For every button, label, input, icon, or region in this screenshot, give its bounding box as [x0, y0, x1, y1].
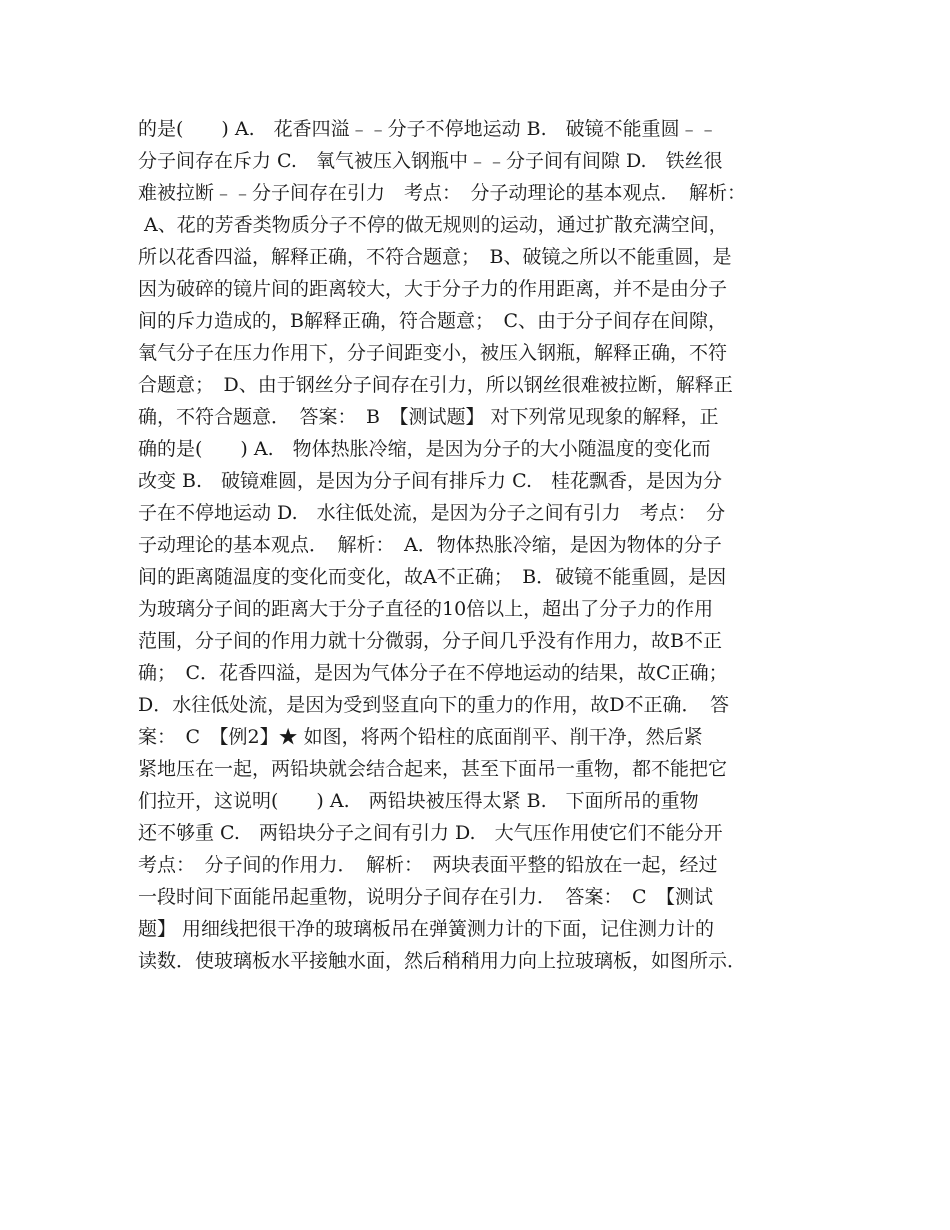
document-body [138, 113, 828, 977]
text-line: 题】 用细线把很干净的玻璃板吊在弹簧测力计的下面，记住测力计的 [138, 918, 715, 940]
text-line: 确的是( ) A. 物体热胀冷缩，是因为分子的大小随温度的变化而 [138, 438, 711, 460]
text-line: 一段时间下面能吊起重物，说明分子间存在引力． 答案： C 【测试 [138, 886, 714, 908]
text-line: 分子间存在斥力 C. 氧气被压入钢瓶中﹣﹣分子间有间隙 D. 铁丝很 [138, 150, 723, 172]
text-line: 的是( ) A. 花香四溢﹣﹣分子不停地运动 B. 破镜不能重圆﹣﹣ [138, 118, 718, 140]
text-line: 考点： 分子间的作用力． 解析： 两块表面平整的铅放在一起，经过 [138, 854, 718, 876]
text-line: 因为破碎的镜片间的距离较大，大于分子力的作用距离，并不是由分子 [138, 278, 728, 300]
text-line: 们拉开，这说明( ) A. 两铅块被压得太紧 B. 下面所吊的重物 [138, 790, 699, 812]
text-line: 紧地压在一起，两铅块就会结合起来，甚至下面吊一重物，都不能把它 [138, 758, 728, 780]
text-line: A、花的芳香类物质分子不停的做无规则的运动，通过扩散充满空间， [138, 214, 728, 236]
text-line: 间的斥力造成的，B解释正确，符合题意； C、由于分子间存在间隙， [138, 310, 728, 332]
text-line: 氧气分子在压力作用下，分子间距变小，被压入钢瓶，解释正确，不符 [138, 342, 728, 364]
text-line: 读数．使玻璃板水平接触水面，然后稍稍用力向上拉玻璃板，如图所示． [138, 950, 747, 972]
text-line: 难被拉断﹣﹣分子间存在引力 考点： 分子动理论的基本观点． 解析： [138, 182, 747, 204]
text-line: D．水往低处流，是因为受到竖直向下的重力的作用，故D不正确． 答 [138, 694, 729, 716]
text-line: 案： C 【例2】★ 如图，将两个铅柱的底面削平、削干净，然后紧 [138, 726, 703, 748]
text-line: 所以花香四溢，解释正确，不符合题意； B、破镜之所以不能重圆，是 [138, 246, 732, 268]
text-line: 合题意； D、由于钢丝分子间存在引力，所以钢丝很难被拉断，解释正 [138, 374, 733, 396]
text-line: 确，不符合题意． 答案： B 【测试题】 对下列常见现象的解释，正 [138, 406, 719, 428]
text-line: 子动理论的基本观点． 解析： A．物体热胀冷缩，是因为物体的分子 [138, 534, 722, 556]
text-line: 还不够重 C. 两铅块分子之间有引力 D. 大气压作用使它们不能分开 [138, 822, 723, 844]
text-line: 子在不停地运动 D. 水往低处流，是因为分子之间有引力 考点： 分 [138, 502, 726, 524]
text-line: 确； C．花香四溢，是因为气体分子在不停地运动的结果，故C正确； [138, 662, 728, 684]
text-line: 范围，分子间的作用力就十分微弱，分子间几乎没有作用力，故B不正 [138, 630, 722, 652]
text-line: 为玻璃分子间的距离大于分子直径的10倍以上，超出了分子力的作用 [138, 598, 714, 620]
text-line: 改变 B. 破镜难圆，是因为分子间有排斥力 C. 桂花飘香，是因为分 [138, 470, 722, 492]
text-line: 间的距离随温度的变化而变化，故A不正确； B．破镜不能重圆，是因 [138, 566, 727, 588]
